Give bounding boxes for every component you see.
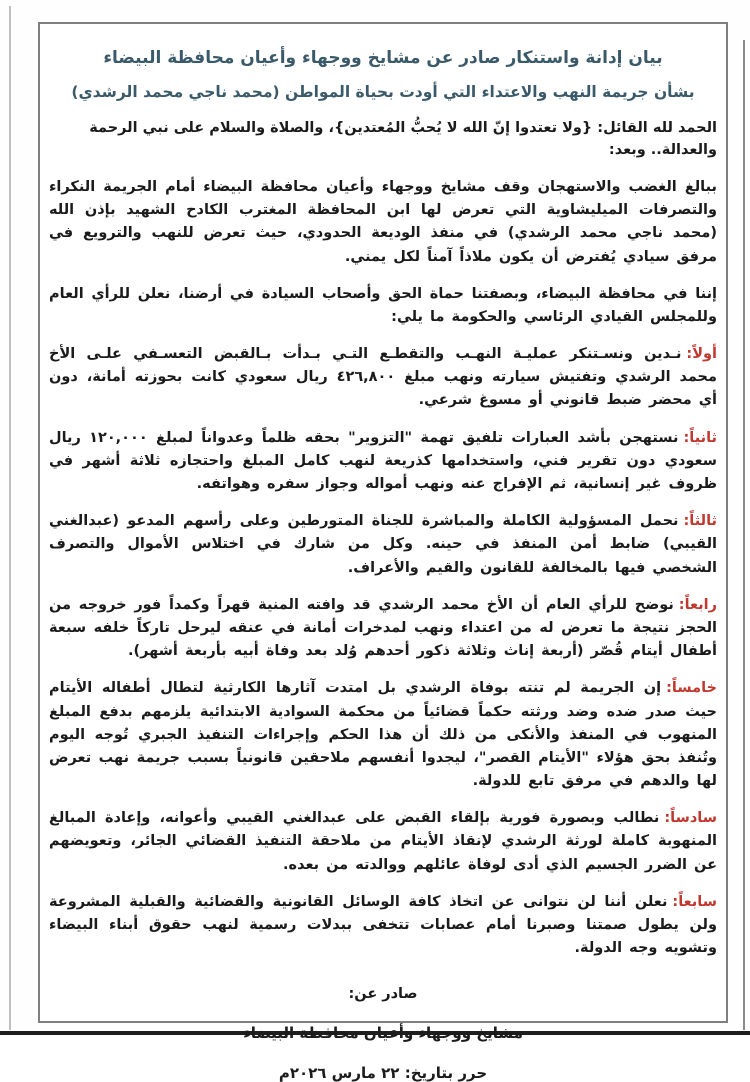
preamble-line: الحمد لله القائل: {ولا تعتدوا إنّ الله لا يُحبُّ المُعتدين}، والصلاة والسلام على نبي الرحمة والعدالة.. وبعد:	[89, 120, 717, 159]
item-fifth-label: خامساً:	[666, 680, 717, 697]
date-line: حرر بتاريخ: ٢٢ مارس ٢٠٢٦م	[278, 1064, 488, 1082]
issued-by-label: صادر عن:	[348, 986, 418, 1003]
statement-item-fifth	[49, 677, 717, 793]
item-second-text: نستهجن بأشد العبارات تلفيق تهمة "التزوير" بحقه ظلماً وعدواناً لمبلغ ١٢٠,٠٠٠ ريال سعودي دون تقرير فني، واستخدامها كذريعة لنهب كامل المبلغ واحتجازه ثلاثة أشهر في ظروف غير إنسانية، ثم الإفراج عنه ونهب أمواله وجواز سفره وهواتفه.	[49, 429, 717, 492]
item-third-label: ثالثاً:	[683, 513, 717, 530]
page-subtitle: بشأن جريمة النهب والاعتداء التي أودت بحياة المواطن (محمد ناجي محمد الرشدي)	[71, 83, 695, 101]
statement-item-fourth	[49, 594, 717, 664]
issuer-name: مشايخ ووجهاء وأعيان محافظة البيضاء	[243, 1024, 523, 1043]
intro-paragraph-1: ببالغ الغضب والاستهجان وقف مشايخ ووجهاء وأعيان محافظة البيضاء أمام الجريمة النكراء والتصرفات الميليشاوية التي تعرض لها ابن المحافظة المغترب الكادح الشهيد بإذن الله (محمد ناجي محمد الرشدي) في منفذ الوديعة الحدودي، حيث تعرض للنهب والترويع في مرفق سيادي يُفترض أن يكون ملاذاً آمناً لكل يمني.	[49, 178, 717, 265]
statement-item-third	[49, 510, 717, 580]
page-title: بيان إدانة واستنكار صادر عن مشايخ ووجهاء وأعيان محافظة البيضاء	[103, 48, 663, 68]
item-fourth-text: نوضح للرأي العام أن الأخ محمد الرشدي قد وافته المنية قهراً وكمداً فور خروجه من الحجز نتيجة ما تعرض له من اعتداء ونهب لمدخرات أمانة في عنقه ليرحل تاركاً خلفه سبعة أطفال أيتام قُصّر (أربعة إناث وثلاثة ذكور أحدهم وُلد بعد وفاة أبيه بأربعة أشهر).	[49, 596, 717, 660]
item-first-text: نـدين ونسـتنكر عمليـة النهـب والتقطـع التـي بـدأت بـالقبض التعسـفي علـى الأخ محمد الرشدي وتفتيش سيارته ونهب مبلغ ٤٢٦,٨٠٠ ريال سعودي كانت بحوزته أمانة، دون أي محضر ضبط قانوني أو مسوغ شرعي.	[49, 346, 717, 409]
page-border-frame	[38, 22, 728, 1082]
item-sixth-text: نطالب وبصورة فورية بإلقاء القبض على عبدالغني القيبي وأعوانه، وإعادة المبالغ المنهوبة كاملة لورثة الرشدي لإنقاذ الأيتام من ملاحقة التنفيذ القضائي الجائر، وتعويضهم عن الضرر الجسيم الذي أدى لوفاة عائلهم ووالدته من بعده.	[49, 810, 717, 873]
statement-item-second	[49, 427, 717, 497]
item-first-label: أولاً:	[686, 346, 717, 363]
item-sixth-label: سادساً:	[664, 810, 717, 827]
photo-left-edge-line	[9, 6, 11, 1030]
item-third-text: نحمل المسؤولية الكاملة والمباشرة للجناة المتورطين وعلى رأسهم المدعو (عبدالغني القيبي) ضابط أمن المنفذ في حينه. وكل من شارك في اختلاس الأموال والتصرف الشخصي فيها بالمخالفة للقانون والقيم والأعراف.	[49, 513, 717, 576]
statement-item-seventh	[49, 891, 717, 961]
item-seventh-text: نعلن أننا لن نتوانى عن اتخاذ كافة الوسائل القانونية والقضائية والقبلية المشروعة ولن يطول صمتنا وصبرنا أمام عصابات تتخفى ببدلات رسمية لنهب حقوق أبناء البيضاء وتشويه وجه الدولة.	[49, 893, 717, 957]
item-fourth-label: رابعاً:	[678, 596, 717, 613]
statement-item-sixth	[49, 807, 717, 877]
photo-right-edge-line	[743, 40, 745, 1030]
item-fifth-text: إن الجريمة لم تنته بوفاة الرشدي بل امتدت آثارها الكارثية لتطال أطفاله الأيتام حيث صدر ضده وضد ورثته حكماً قضائياً من محكمة السوادية الابتدائية يلزمهم بدفع المبلغ المنهوب في المنفذ والأنكى من ذلك أن هذا الحكم وإجراءات التنفيذ الجبري تُوجه اليوم وتُنفذ بحق هؤلاء "الأيتام القصر"، ليجدوا أنفسهم ملاحقين قانونياً بسبب جريمة نهب تعرض لها والدهم في مرفق تابع للدولة.	[49, 680, 717, 790]
statement-item-first	[49, 343, 717, 413]
intro-paragraph-2: إننا في محافظة البيضاء، وبصفتنا حماة الحق وأصحاب السيادة في أرضنا، نعلن للرأي العام وللمجلس القيادي الرئاسي والحكومة ما يلي:	[49, 285, 717, 325]
item-second-label: ثانياً:	[683, 429, 717, 446]
item-seventh-label: سابعاً:	[672, 893, 717, 910]
